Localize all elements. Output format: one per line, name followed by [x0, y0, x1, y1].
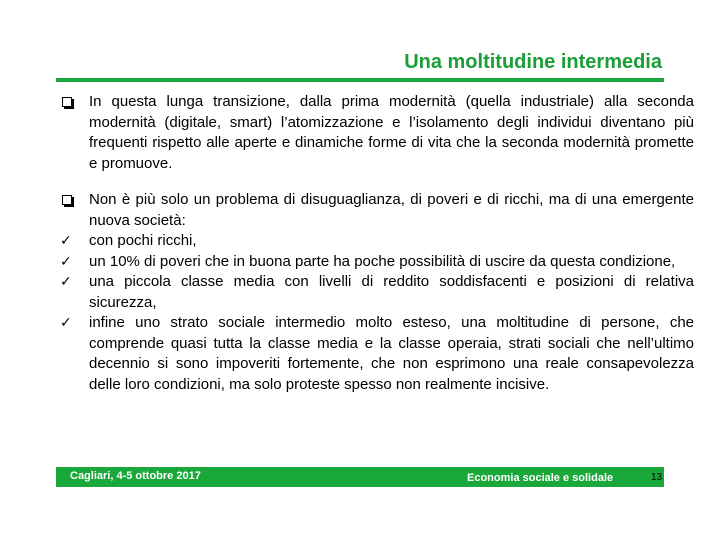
check-text: infine uno strato sociale intermedio molto esteso, una moltitudine di persone, che comprende quasi tutta la classe media e la classe operaia, strati sociali che nell’ultimo decennio si sono impoveriti fortemente, che non esprimono una reale consapevolezza delle loro condizioni, ma solo proteste spesso non realmente incisive. — [89, 314, 694, 393]
checkbox-square-icon — [60, 92, 80, 113]
footer-event-title: Economia sociale e solidale — [467, 472, 614, 484]
check-item — [60, 313, 694, 395]
slide-content — [60, 92, 694, 395]
check-text: con pochi ricchi, — [89, 232, 197, 249]
check-item — [60, 272, 694, 313]
checkmark-icon: ✓ — [60, 233, 72, 249]
check-text: una piccola classe media con livelli di reddito soddisfacenti e posizioni di relativa sicurezza, — [89, 273, 694, 311]
bullet-item — [60, 190, 694, 231]
slide-title: Una moltitudine intermedia — [404, 51, 662, 73]
title-divider — [56, 78, 664, 82]
checkbox-square-icon — [60, 190, 80, 211]
checkmark-icon: ✓ — [60, 315, 72, 331]
bullet-text: Non è più solo un problema di disuguaglianza, di poveri e di ricchi, ma di una emergente nuova società: — [89, 191, 694, 229]
bullet-text: In questa lunga transizione, dalla prima modernità (quella industriale) alla seconda modernità (digitale, smart) l’atomizzazione e l’isolamento degli individui diventano più frequenti rispetto alle aperte e dinamiche forme di vita che la seconda modernità promette e promuove. — [89, 93, 694, 172]
footer-bar — [56, 467, 664, 487]
page-number: 13 — [651, 472, 663, 483]
check-item — [60, 252, 694, 273]
check-item — [60, 231, 694, 252]
bullet-item — [60, 92, 694, 174]
checkmark-icon: ✓ — [60, 253, 72, 270]
check-text: un 10% di poveri che in buona parte ha poche possibilità di uscire da questa condizione, — [89, 252, 676, 270]
footer-location-date: Cagliari, 4-5 ottobre 2017 — [70, 470, 201, 482]
checkmark-icon: ✓ — [60, 274, 72, 290]
